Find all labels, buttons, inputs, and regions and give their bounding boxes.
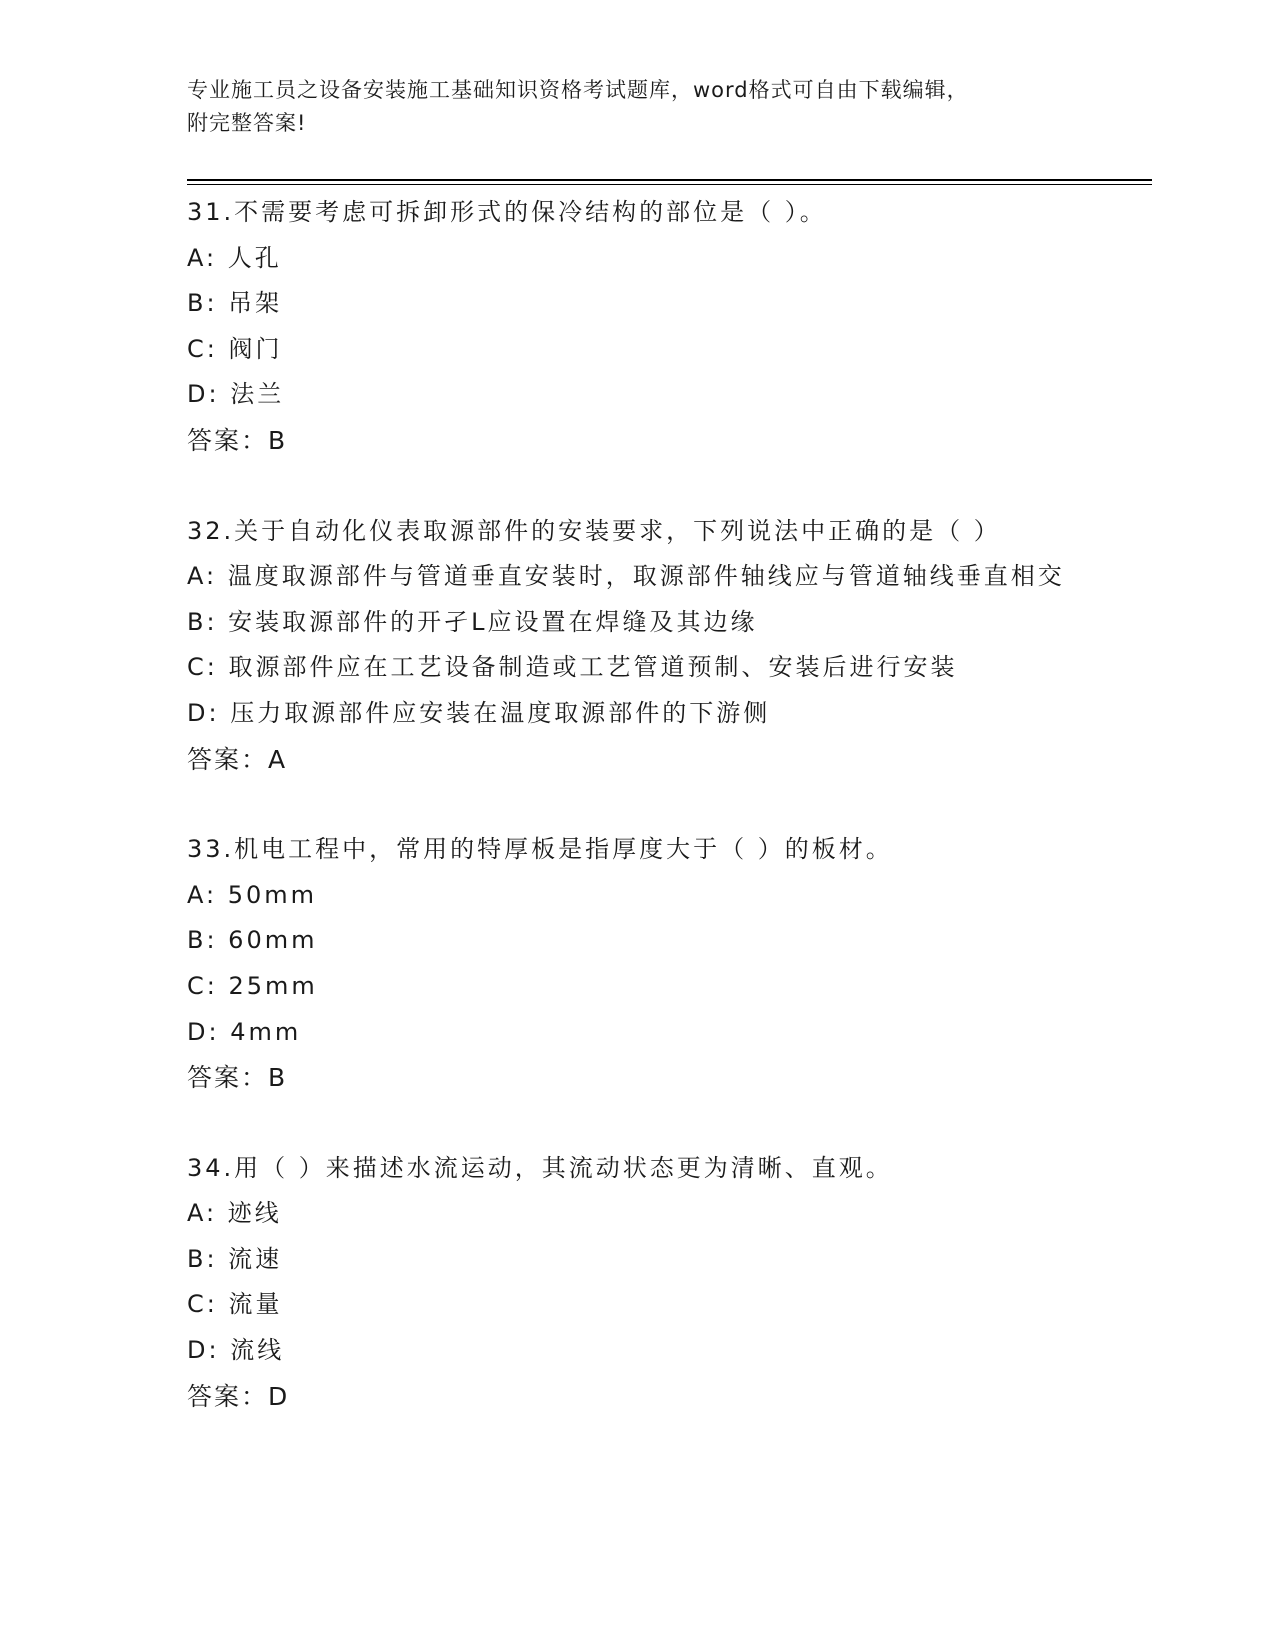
option-d: D: 4mm [187,1017,302,1046]
answer-line: 答案：B [187,1063,288,1093]
option-a: A: 人孔 [187,243,282,272]
answer-line: 答案：D [187,1381,290,1411]
question-31 [187,190,1087,464]
question-33 [187,827,1087,1101]
option-b: B: 安装取源部件的开孑L应设置在焊缝及其边缘 [187,607,758,636]
option-d: D: 法兰 [187,380,285,409]
option-c: C: 流量 [187,1290,283,1319]
question-34 [187,1146,1087,1420]
option-a: A: 迹线 [187,1199,282,1228]
question-stem: 32.关于自动化仪表取源部件的安装要求，下列说法中正确的是（ ） [187,516,1001,545]
option-c: C: 取源部件应在工艺设备制造或工艺管道预制、安装后进行安装 [187,653,958,682]
question-stem: 31.不需要考虑可拆卸形式的保冷结构的部位是（ ）。 [187,198,827,226]
header-title-line-2: 附完整答案! [187,111,307,135]
option-b: B: 吊架 [187,289,283,318]
option-c: C: 阀门 [187,334,283,363]
option-b: B: 流速 [187,1244,283,1273]
header-title-line-1: 专业施工员之设备安装施工基础知识资格考试题库，word格式可自由下载编辑， [187,78,969,102]
answer-line: 答案：A [187,744,288,774]
option-a: A: 温度取源部件与管道垂直安装时，取源部件轴线应与管道轴线垂直相交 [187,562,1065,591]
question-32 [187,509,1087,783]
document-header [187,74,1087,140]
option-a: A: 50mm [187,880,318,909]
header-divider [187,179,1152,185]
question-stem: 33.机电工程中，常用的特厚板是指厚度大于（ ）的板材。 [187,835,893,864]
question-stem: 34.用（ ）来描述水流运动，其流动状态更为清晰、直观。 [187,1153,893,1182]
option-d: D: 压力取源部件应安装在温度取源部件的下游侧 [187,698,771,727]
question-list [187,190,1087,1464]
option-c: C: 25mm [187,971,318,1000]
answer-line: 答案：B [187,425,288,455]
option-b: B: 60mm [187,926,318,955]
option-d: D: 流线 [187,1336,285,1365]
